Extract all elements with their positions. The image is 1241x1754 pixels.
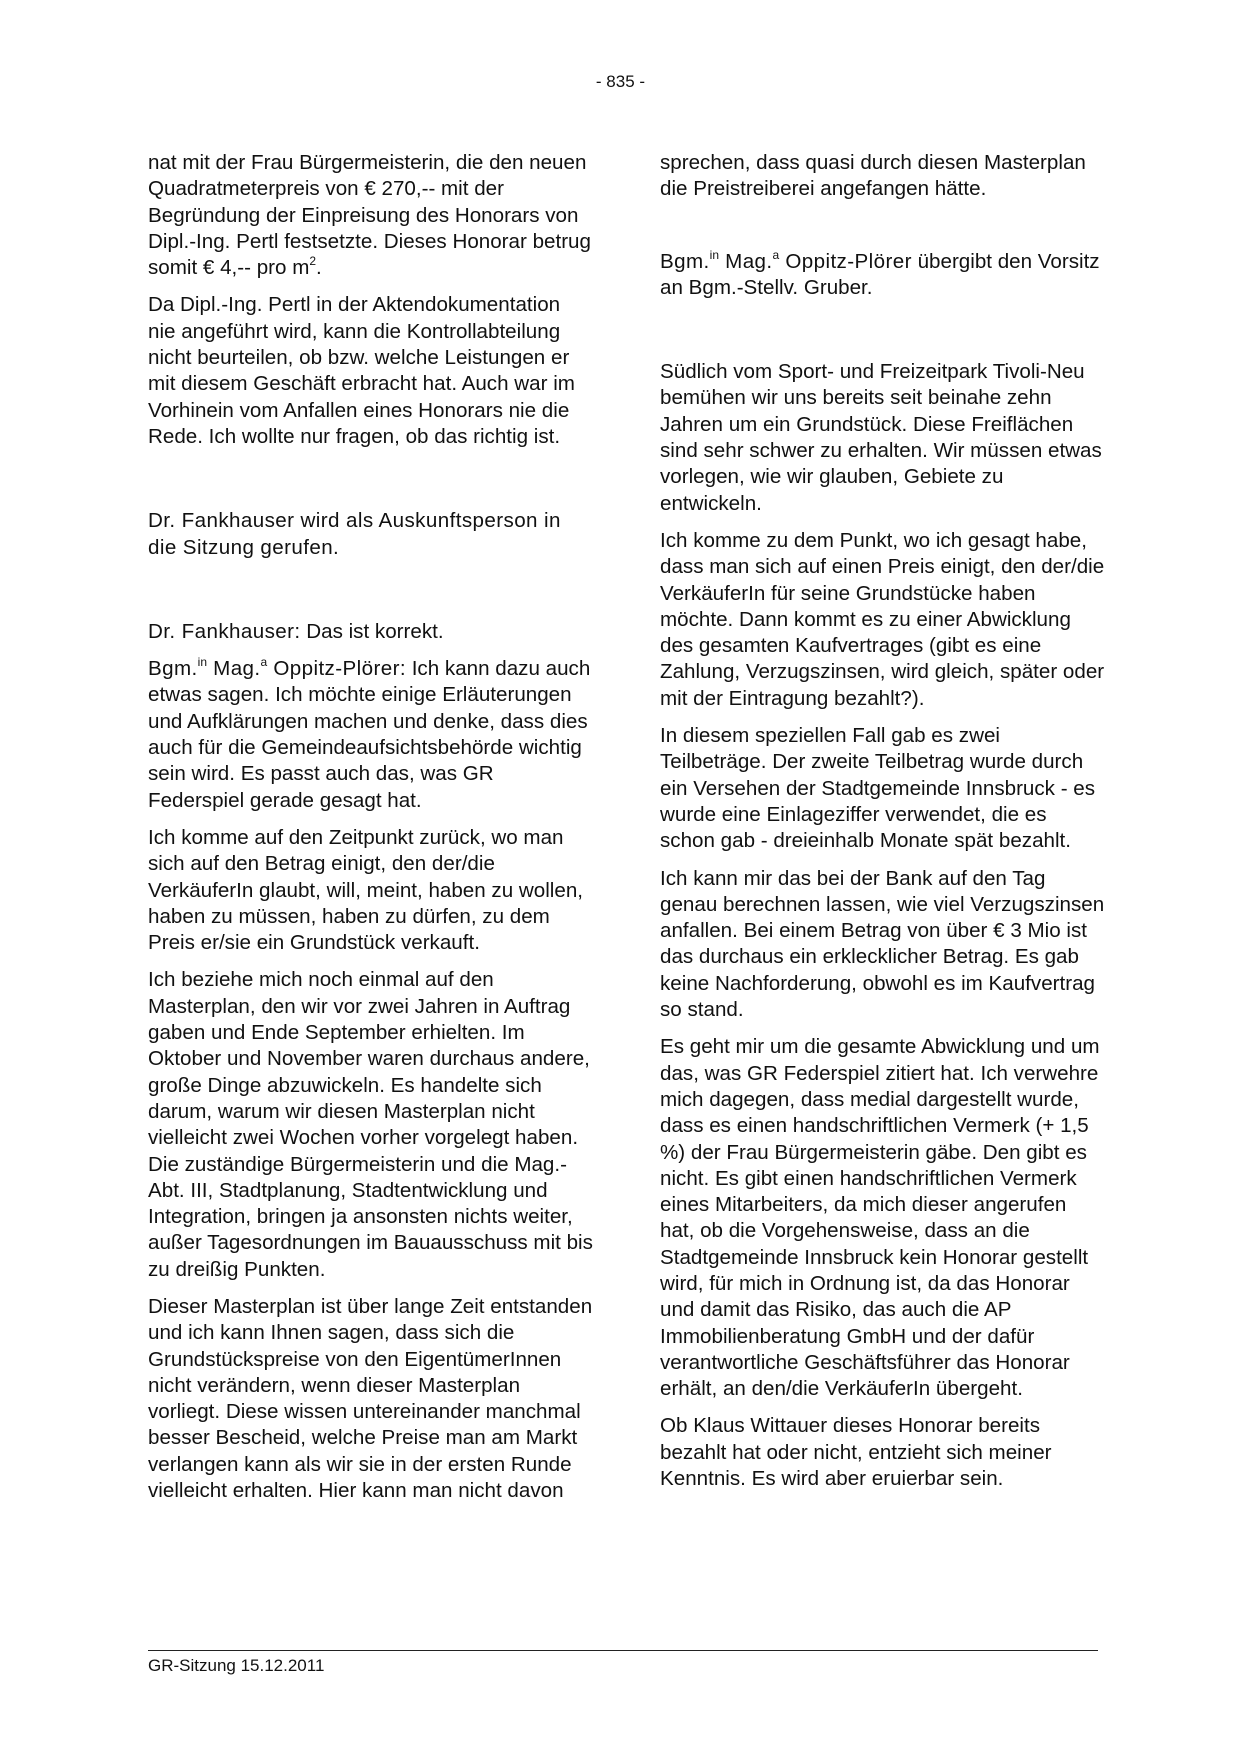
footer-divider [148,1650,1098,1651]
superscript: 2 [309,254,317,269]
speech-paragraph [148,619,593,645]
speaker-name: Mag. [719,249,773,273]
speech-text: Das ist korrekt. [300,619,444,643]
paragraph: Ich beziehe mich noch einmal auf den Masterplan, den wir vor zwei Jahren in Auftrag gaben und Ende September erhielten. Im Oktober und November waren durchaus andere, große Dinge abzuwickeln. Es handelte sich darum, warum wir diesen Masterplan nicht vielleicht zwei Wochen vorher vorgelegt haben. Die zuständige Bürgermeisterin und die Mag.-Abt. III, Stadtplanung, Stadtentwicklung und Integration, bringen ja ansonsten nichts weiter, außer Tagesordnungen im Bauausschuss mit bis zu dreißig Punkten. [148,968,593,1281]
page-number: - 835 - [595,72,646,91]
speaker-name: Mag. [207,657,261,681]
speaker-name: Oppitz-Plörer [779,249,912,273]
left-column [148,150,593,1515]
paragraph: Da Dipl.-Ing. Pertl in der Aktendokumentation nie angeführt wird, kann die Kontrollabteilung nicht beurteilen, ob bzw. welche Leistungen er mit diesem Geschäft erbracht hat. Auch war im Vorhinein vom Anfallen eines Honorars nie die Rede. Ich wollte nur fragen, ob das richtig ist. [148,293,575,448]
stage-direction [148,508,593,561]
paragraph: In diesem speziellen Fall gab es zwei Teilbeträge. Der zweite Teilbetrag wurde durch ein Versehen der Stadtgemeinde Innsbruck - es wurde eine Einlageziffer verwendet, die es schon gab - dreieinhalb Monate spät bezahlt. [660,724,1096,853]
speech-paragraph [148,656,593,814]
paragraph-end: . [316,256,322,280]
paragraph: Es geht mir um die gesamte Abwicklung und um das, was GR Federspiel zitiert hat. Ich verwehre mich dagegen, dass medial dargestellt wurde, dass es einen handschriftlichen Vermerk (+ 1,5 %) der Frau Bürgermeisterin gäbe. Den gibt es nicht. Es gibt einen handschriftlichen Vermerk eines Mitarbeiters, da mich dieser angerufen hat, ob die Vorgehensweise, dass an die Stadtgemeinde Innsbruck kein Honorar gestellt wird, für mich in Ordnung ist, da das Honorar und damit das Risiko, das auch die AP Immobilienberatung GmbH und der dafür verantwortliche Geschäftsführer das Honorar erhält, an den/die VerkäuferIn übergeht. [660,1035,1100,1401]
superscript: in [197,655,208,670]
speaker-name: Bgm. [148,657,198,681]
speaker-name: Bgm. [660,249,710,273]
superscript: a [260,655,268,670]
paragraph [148,150,593,281]
stage-direction [660,249,1105,302]
paragraph: Ich komme zu dem Punkt, wo ich gesagt habe, dass man sich auf einen Preis einigt, den der/die VerkäuferIn für seine Grundstücke haben möchte. Dann kommt es zu einer Abwicklung des gesamten Kaufvertrages (gibt es eine Zahlung, Verzugszinsen, wird gleich, später oder mit der Eintragung bezahlt?). [660,528,1105,710]
superscript: in [709,247,720,262]
speaker-name: Oppitz-Plörer: [267,657,406,681]
paragraph-text: nat mit der Frau Bürgermeisterin, die den neuen Quadratmeterpreis von € 270,-- mit der Begründung der Einpreisung des Honorars von Dipl.-Ing. Pertl festsetzte. Dieses Honorar betrug somit € 4,-- pro m [148,151,591,280]
paragraph: Ich komme auf den Zeitpunkt zurück, wo man sich auf den Betrag einigt, den der/die VerkäuferIn glaubt, will, meint, haben zu wollen, haben zu müssen, haben zu dürfen, zu dem Preis er/sie ein Grundstück verkauft. [148,825,584,955]
speech-text: Ich kann dazu auch etwas sagen. Ich möchte einige Erläuterungen und Aufklärungen machen und denke, dass dies auch für die Gemeindeaufsichtsbehörde wichtig sein wird. Es passt auch das, was GR Federspiel gerade gesagt hat. [148,657,591,812]
paragraph: Dieser Masterplan ist über lange Zeit entstanden und ich kann Ihnen sagen, dass sich die Grundstückspreise von den EigentümerInnen nicht verändern, wenn dieser Masterplan vorliegt. Diese wissen untereinander manchmal besser Bescheid, welche Preise man am Markt verlangen kann als wir sie in der ersten Runde vielleicht erhalten. Hier kann man nicht davon [148,1294,593,1503]
paragraph: Südlich vom Sport- und Freizeitpark Tivoli-Neu bemühen wir uns bereits seit beinahe zehn Jahren um ein Grundstück. Diese Freiflächen sind sehr schwer zu erhalten. Wir müssen etwas vorlegen, wie wir glauben, Gebiete zu entwickeln. [660,360,1102,515]
stage-direction-text: übergibt den Vorsitz an Bgm.-Stellv. Gruber. [660,249,1100,299]
paragraph: Ich kann mir das bei der Bank auf den Tag genau berechnen lassen, wie viel Verzugszinsen anfallen. Bei einem Betrag von über € 3 Mio ist das durchaus ein erklecklicher Betrag. Es gab keine Nachforderung, obwohl es im Kaufvertrag so stand. [660,866,1105,1022]
footer-text: GR-Sitzung 15.12.2011 [148,1656,325,1675]
right-column [660,150,1105,1503]
paragraph: Ob Klaus Wittauer dieses Honorar bereits bezahlt hat oder nicht, entzieht sich meiner Kenntnis. Es wird aber eruierbar sein. [660,1414,1052,1491]
stage-direction-text: Dr. Fankhauser wird als Auskunftsperson in die Sitzung gerufen. [148,509,561,559]
superscript: a [772,247,780,262]
speaker-name: Dr. Fankhauser: [148,619,301,643]
paragraph: sprechen, dass quasi durch diesen Masterplan die Preistreiberei angefangen hätte. [660,151,1086,201]
